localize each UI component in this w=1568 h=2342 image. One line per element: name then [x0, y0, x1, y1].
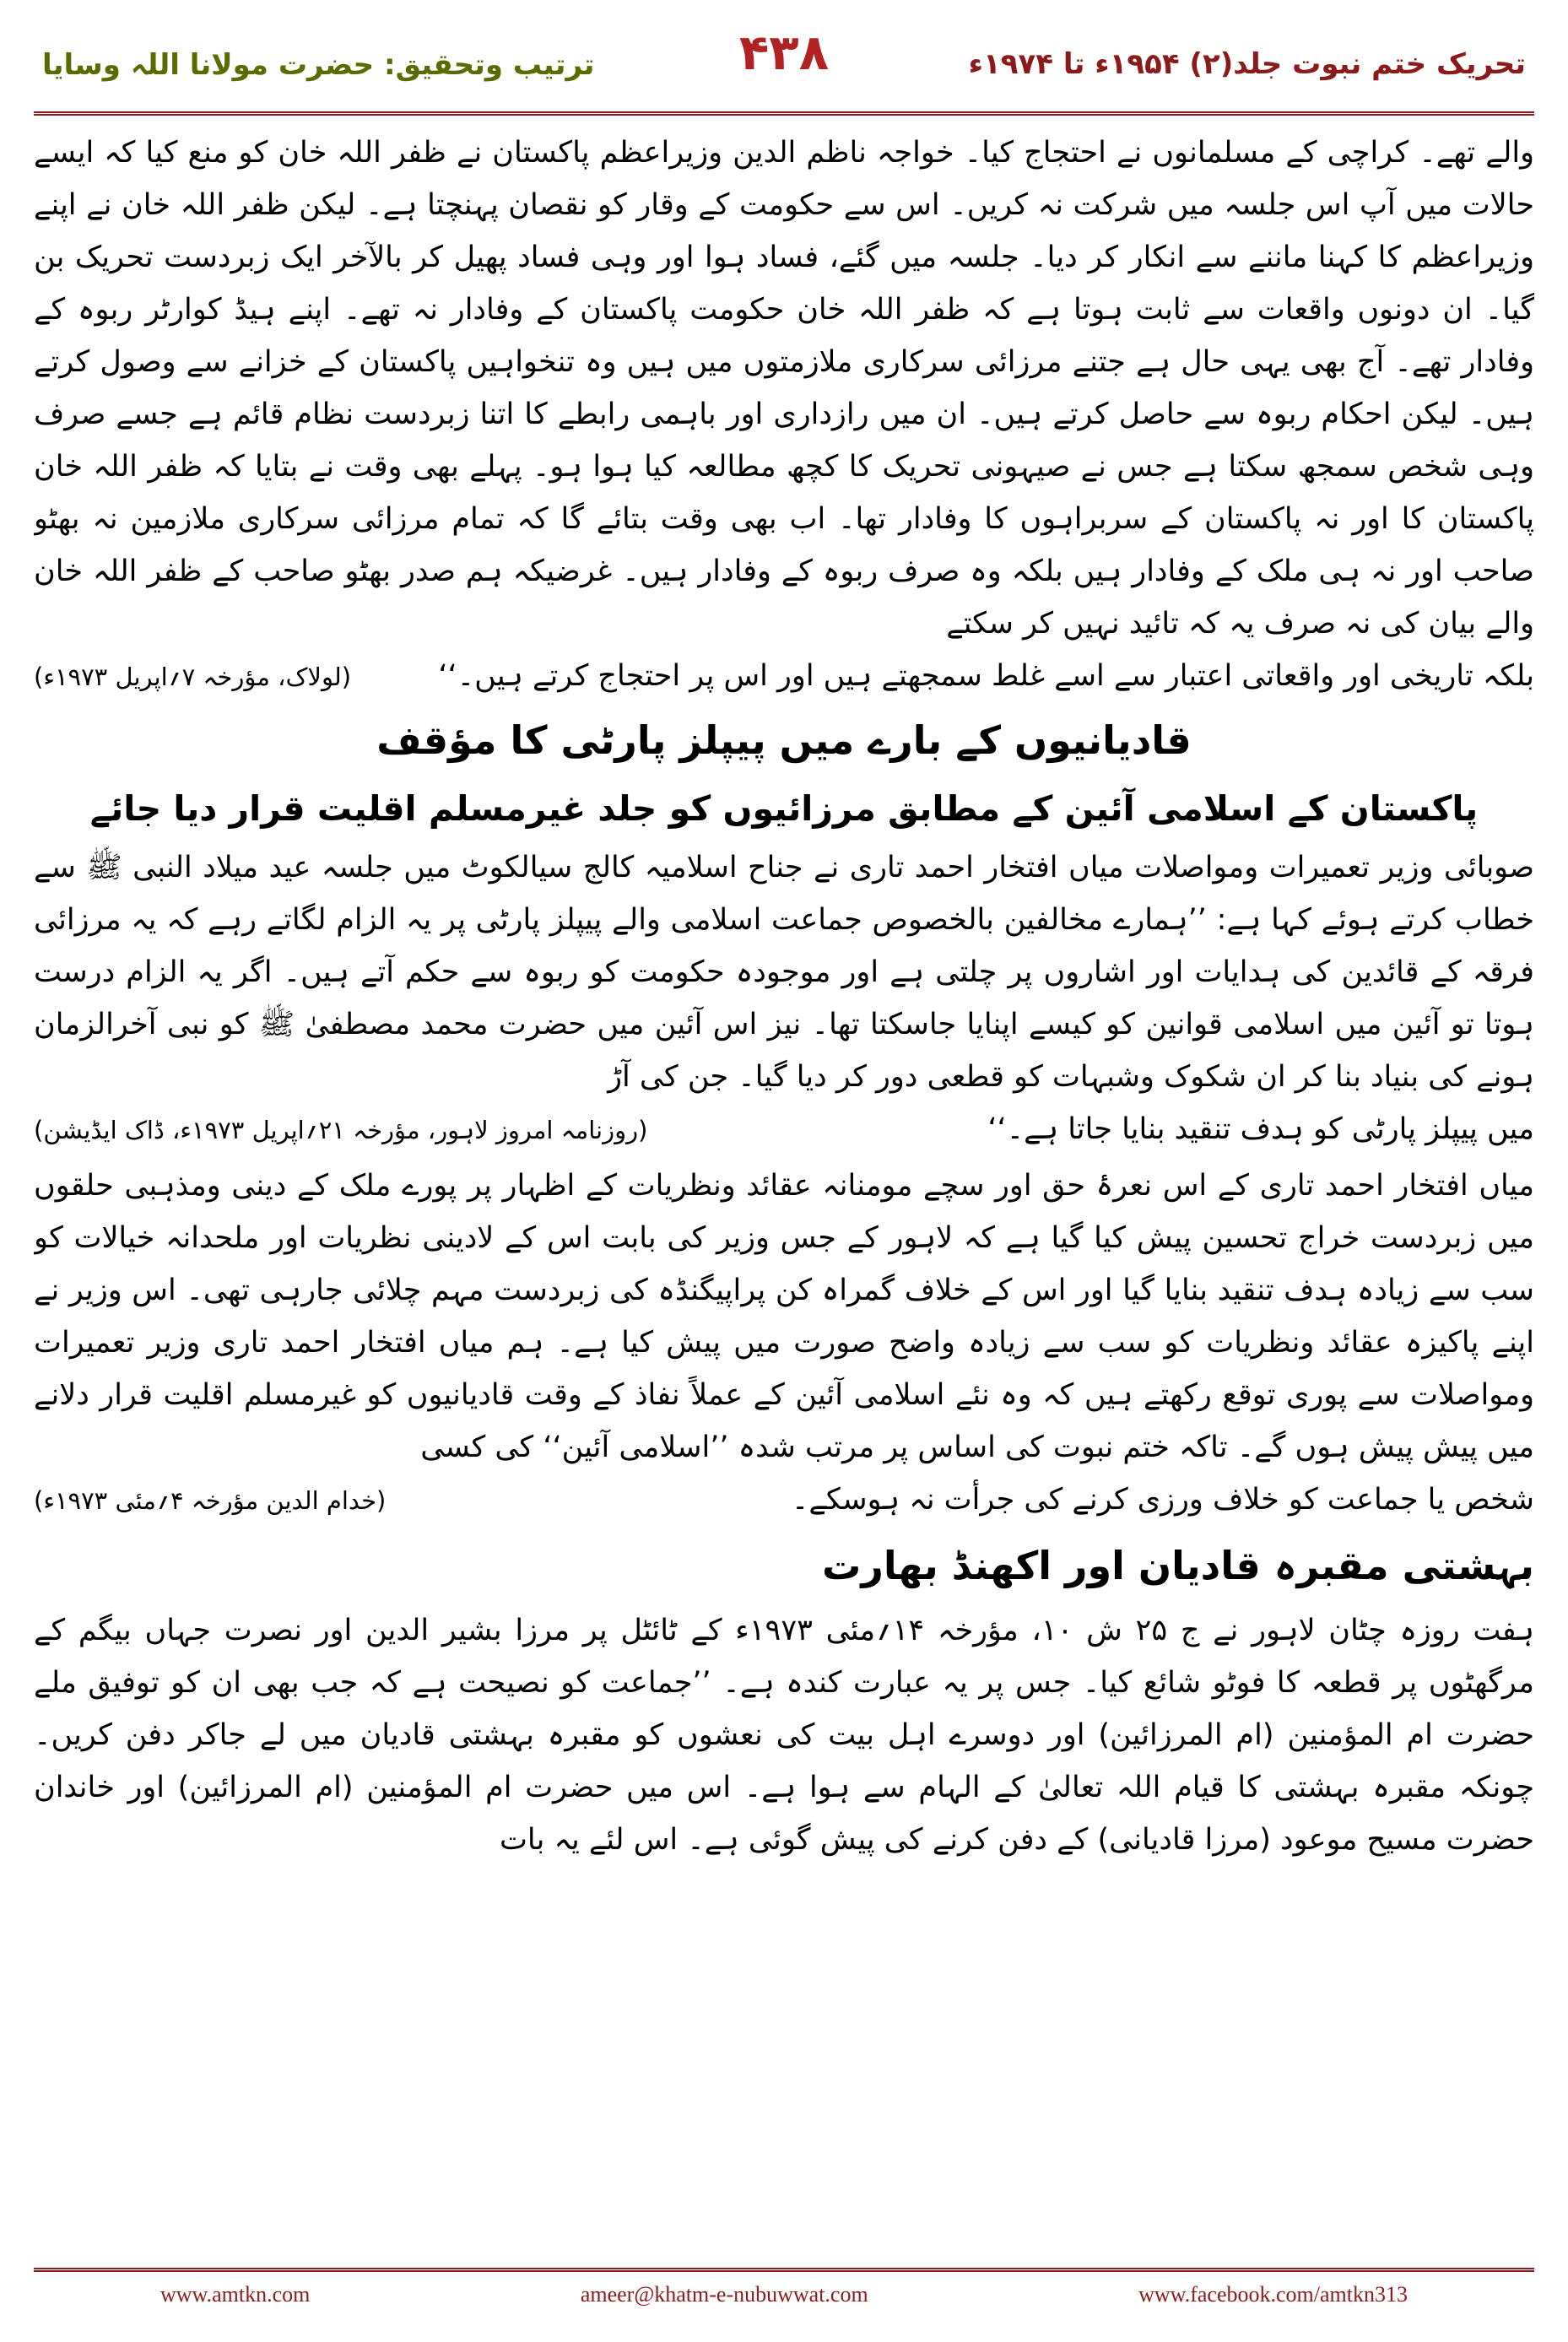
facebook-link[interactable]: www.facebook.com/amtkn313: [1138, 2281, 1408, 2307]
section1-last-line-2: شخص یا جماعت کو خلاف ورزی کرنے کی جرأت نہ ہوسکے۔: [791, 1483, 1534, 1517]
intro-last-line: بلکہ تاریخی اور واقعاتی اعتبار سے اسے غلط سمجھتے ہیں اور اس پر احتجاج کرتے ہیں۔‘‘: [438, 659, 1534, 693]
section2-title: بہشتی مقبرہ قادیان اور اکھنڈ بھارت: [822, 1543, 1534, 1588]
section1-last-line: میں پیپلز پارٹی کو ہدف تنقید بنایا جاتا ہے۔‘‘: [987, 1112, 1534, 1146]
section1-title: قادیانیوں کے بارے میں پیپلز پارٹی کا مؤقف: [376, 717, 1192, 763]
section1-citation: (روزنامہ امروز لاہور، مؤرخہ ۲۱؍اپریل ۱۹۷۳ء، ڈاک ایڈیشن): [34, 1116, 648, 1144]
page-header: [34, 19, 1534, 116]
section1-citation-2: (خدام الدین مؤرخہ ۴؍مئی ۱۹۷۳ء): [34, 1486, 387, 1515]
page-footer: [34, 2268, 1534, 2317]
book-title: تحریک ختم نبوت جلد(۲) ۱۹۵۴ء تا ۱۹۷۴ء: [968, 47, 1526, 81]
email-link[interactable]: ameer@khatm-e-nubuwwat.com: [580, 2281, 868, 2307]
page-number: ۴۳۸: [738, 24, 830, 81]
section1-paragraph: صوبائی وزیر تعمیرات ومواصلات میاں افتخار احمد تاری نے جناح اسلامیہ کالج سیالکوٹ میں جلسہ عید میلاد النبی ﷺ سے خطاب کرتے ہوئے کہا ہے: ’’ہمارے مخالفین بالخصوص جماعت اسلامی والے پیپلز پارٹی پر یہ الزام لگاتے رہے کہ یہ مرزائی فرقہ کے قائدین کی ہدایات اور اشاروں پر چلتی ہے اور موجودہ حکومت کو ربوہ سے حکم آتے ہیں۔ اگر یہ الزام درست ہوتا تو آئین میں اسلامی قوانین کو کیسے اپنایا جاسکتا تھا۔ نیز اس آئین میں حضرت محمد مصطفیٰ ﷺ کو نبی آخرالزمان ہونے کی بنیاد بنا کر ان شکوک وشبہات کو قطعی دور کر دیا گیا۔ جن کی آڑ: [34, 851, 1534, 1094]
page-content: [34, 127, 1534, 2211]
website-link[interactable]: www.amtkn.com: [160, 2281, 311, 2307]
section1-citation-line: [34, 1108, 1534, 1151]
intro-paragraph: والے تھے۔ کراچی کے مسلمانوں نے احتجاج کیا۔ خواجہ ناظم الدین وزیراعظم پاکستان نے ظفر اللہ خان کو منع کیا کہ ایسے حالات میں آپ اس جلسہ میں شرکت نہ کریں۔ اس سے حکومت کے وقار کو نقصان پہنچتا ہے۔ لیکن ظفر اللہ خان نے اپنے وزیراعظم کا کہنا ماننے سے انکار کر دیا۔ جلسہ میں گئے، فساد ہوا اور وہی فساد پھیل کر بالآخر ایک زبردست تحریک بن گیا۔ ان دونوں واقعات سے ثابت ہوتا ہے کہ ظفر اللہ خان حکومت پاکستان کے وفادار نہ تھے۔ اپنے ہیڈ کوارٹر ربوہ کے وفادار تھے۔ آج بھی یہی حال ہے جتنے مرزائی سرکاری ملازمتوں میں ہیں وہ تنخواہیں پاکستان کے خزانے سے وصول کرتے ہیں۔ لیکن احکام ربوہ سے حاصل کرتے ہیں۔ ان میں رازداری اور باہمی رابطے کا اتنا زبردست نظام قائم ہے جسے صرف وہی شخص سمجھ سکتا ہے جس نے صیہونی تحریک کا کچھ مطالعہ کیا ہوا ہو۔ پہلے بھی وقت نے بتایا کہ ظفر اللہ خان پاکستان کا اور نہ پاکستان کے سربراہوں کا وفادار تھا۔ اب بھی وقت بتائے گا کہ تمام مرزائی سرکاری ملازمین نہ بھٹو صاحب اور نہ ہی ملک کے وفادار ہیں بلکہ وہ صرف ربوہ کے وفادار ہیں۔ غرضیکہ ہم صدر بھٹو صاحب کے ظفر اللہ خان والے بیان کی نہ صرف یہ کہ تائید نہیں کر سکتے: [34, 136, 1534, 641]
section2-paragraph: ہفت روزہ چٹان لاہور نے ج ۲۵ ش ۱۰، مؤرخہ ۱۴؍مئی ۱۹۷۳ء کے ٹائٹل پر مرزا بشیر الدین اور نصرت جہاں بیگم کے مرگھٹوں پر قطعہ کا فوٹو شائع کیا۔ جس پر یہ عبارت کندہ ہے۔ ’’جماعت کو نصیحت ہے کہ جب بھی ان کو توفیق ملے حضرت ام المؤمنین (ام المرزائین) اور دوسرے اہل بیت کی نعشوں کو مقبرہ بہشتی قادیان میں لے جاکر دفن کریں۔ چونکہ مقبرہ بہشتی کا قیام اللہ تعالیٰ کے الہام سے ہوا ہے۔ اس میں حضرت ام المؤمنین (ام المرزائین) اور خاندان حضرت مسیح موعود (مرزا قادیانی) کے دفن کرنے کی پیش گوئی ہے۔ اس لئے یہ بات: [34, 1614, 1534, 1857]
section1-subtitle: پاکستان کے اسلامی آئین کے مطابق مرزائیوں کو جلد غیرمسلم اقلیت قرار دیا جائے: [89, 788, 1479, 829]
section1-paragraph-2: میاں افتخار احمد تاری کے اس نعرۂ حق اور سچے مومنانہ عقائد ونظریات کے اظہار پر پورے ملک کے دینی ومذہبی حلقوں میں زبردست خراج تحسین پیش کیا گیا ہے کہ لاہور کے جس وزیر کی بابت اس کے لادینی نظریات اور ملحدانہ خیالات کو سب سے زیادہ ہدف تنقید بنایا گیا اور اس کے خلاف گمراہ کن پراپیگنڈہ کی زبردست مہم چلائی جارہی تھی۔ اس وزیر نے اپنے پاکیزہ عقائد ونظریات کو سب سے زیادہ واضح صورت میں پیش کیا ہے۔ ہم میاں افتخار احمد تاری وزیر تعمیرات ومواصلات سے پوری توقع رکھتے ہیں کہ وہ نئے اسلامی آئین کے عملاً نفاذ کے وقت قادیانیوں کو غیرمسلم اقلیت قرار دلانے میں پیش پیش ہوں گے۔ تاکہ ختم نبوت کی اساس پر مرتب شدہ ’’اسلامی آئین‘‘ کی کسی: [34, 1169, 1534, 1464]
compiler-credit: ترتیب وتحقیق: حضرت مولانا اللہ وسایا: [42, 48, 595, 82]
intro-citation-line: [34, 655, 1534, 698]
section1-citation-line-2: [34, 1479, 1534, 1522]
intro-citation: (لولاک، مؤرخہ ۷؍اپریل ۱۹۷۳ء): [34, 663, 352, 691]
